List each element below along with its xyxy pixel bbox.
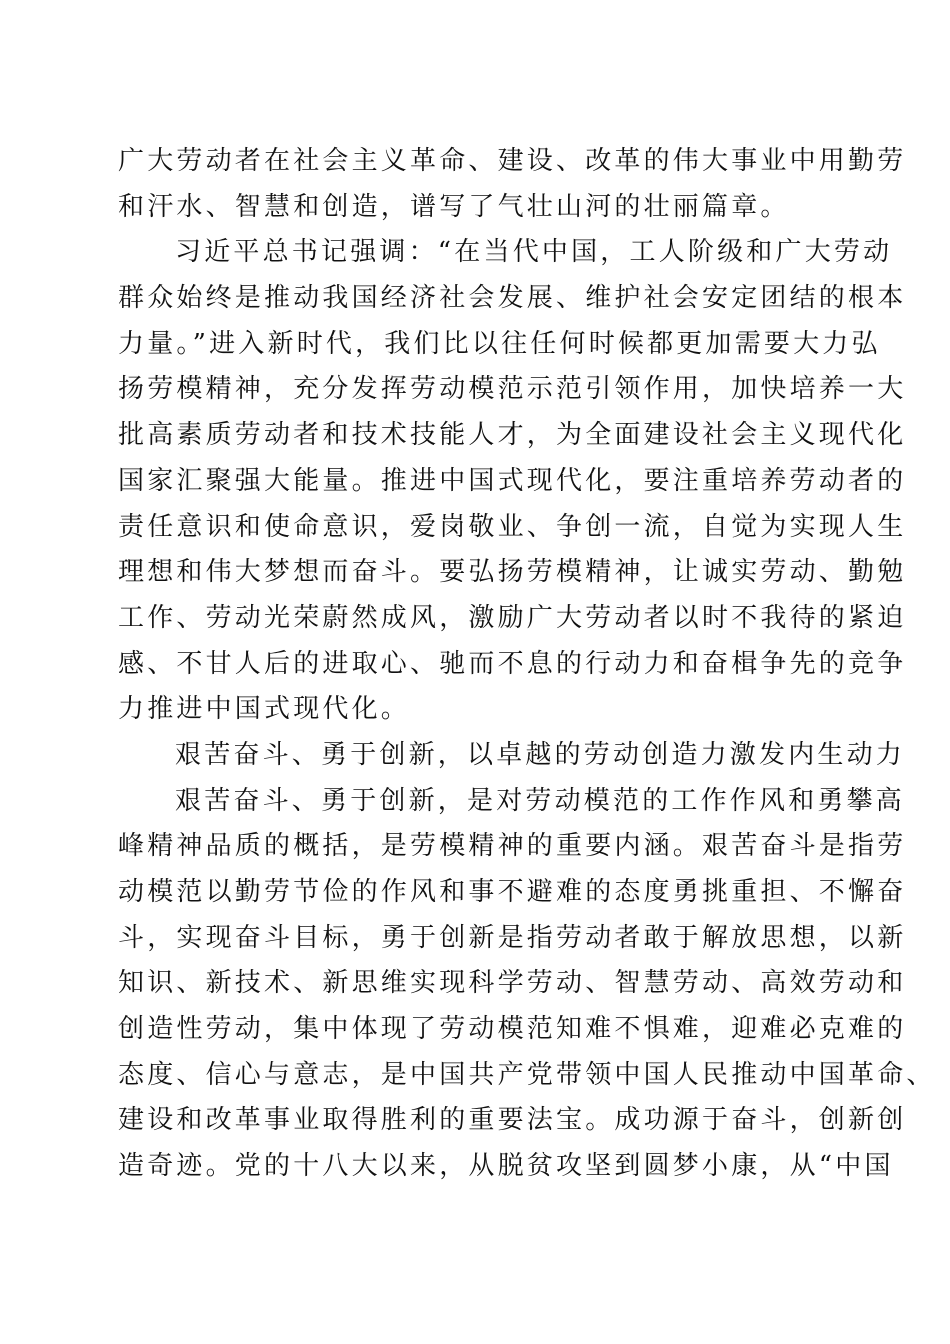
text-line: 斗，实现奋斗目标，勇于创新是指劳动者敢于解放思想，以新 bbox=[118, 922, 907, 953]
text-line: 理想和伟大梦想而奋斗。要弘扬劳模精神，让诚实劳动、勤勉 bbox=[118, 557, 907, 588]
text-line: 造奇迹。党的十八大以来，从脱贫攻坚到圆梦小康，从“中国 bbox=[118, 1151, 894, 1182]
text-line: 态度、信心与意志，是中国共产党带领中国人民推动中国革命、 bbox=[118, 1059, 936, 1090]
text-line: 动模范以勤劳节俭的作风和事不避难的态度勇挑重担、不懈奋 bbox=[118, 877, 907, 907]
text-line: 和汗水、智慧和创造，谱写了气壮山河的壮丽篇章。 bbox=[118, 191, 790, 222]
text-line: 力量。”进入新时代，我们比以往任何时候都更加需要大力弘 bbox=[118, 328, 881, 359]
text-line: 创造性劳动，集中体现了劳动模范知难不惧难，迎难必克难的 bbox=[118, 1014, 907, 1045]
text-line: 广大劳动者在社会主义革命、建设、改革的伟大事业中用勤劳 bbox=[118, 146, 907, 176]
text-line: 批高素质劳动者和技术技能人才，为全面建设社会主义现代化 bbox=[118, 420, 907, 451]
text-line: 力推进中国式现代化。 bbox=[118, 694, 411, 725]
document-body bbox=[118, 139, 936, 1190]
section-heading: 艰苦奋斗、勇于创新，以卓越的劳动创造力激发内生动力 bbox=[175, 739, 906, 770]
text-line: 群众始终是推动我国经济社会发展、维护社会安定团结的根本 bbox=[118, 283, 907, 314]
text-line: 扬劳模精神，充分发挥劳动模范示范引领作用，加快培养一大 bbox=[118, 374, 907, 405]
text-line: 峰精神品质的概括，是劳模精神的重要内涵。艰苦奋斗是指劳 bbox=[118, 831, 907, 862]
text-line: 工作、劳动光荣蔚然成风，激励广大劳动者以时不我待的紧迫 bbox=[118, 602, 907, 633]
text-line: 国家汇聚强大能量。推进中国式现代化，要注重培养劳动者的 bbox=[118, 465, 907, 496]
paragraph-start-line: 习近平总书记强调：“在当代中国，工人阶级和广大劳动 bbox=[175, 237, 893, 268]
paragraph-start-line: 艰苦奋斗、勇于创新，是对劳动模范的工作作风和勇攀高 bbox=[175, 785, 906, 816]
text-line: 责任意识和使命意识，爱岗敬业、争创一流，自觉为实现人生 bbox=[118, 511, 907, 542]
text-line: 感、不甘人后的进取心、驰而不息的行动力和奋楫争先的竞争 bbox=[118, 648, 907, 679]
text-line: 知识、新技术、新思维实现科学劳动、智慧劳动、高效劳动和 bbox=[118, 968, 907, 999]
text-line: 建设和改革事业取得胜利的重要法宝。成功源于奋斗，创新创 bbox=[118, 1105, 907, 1136]
